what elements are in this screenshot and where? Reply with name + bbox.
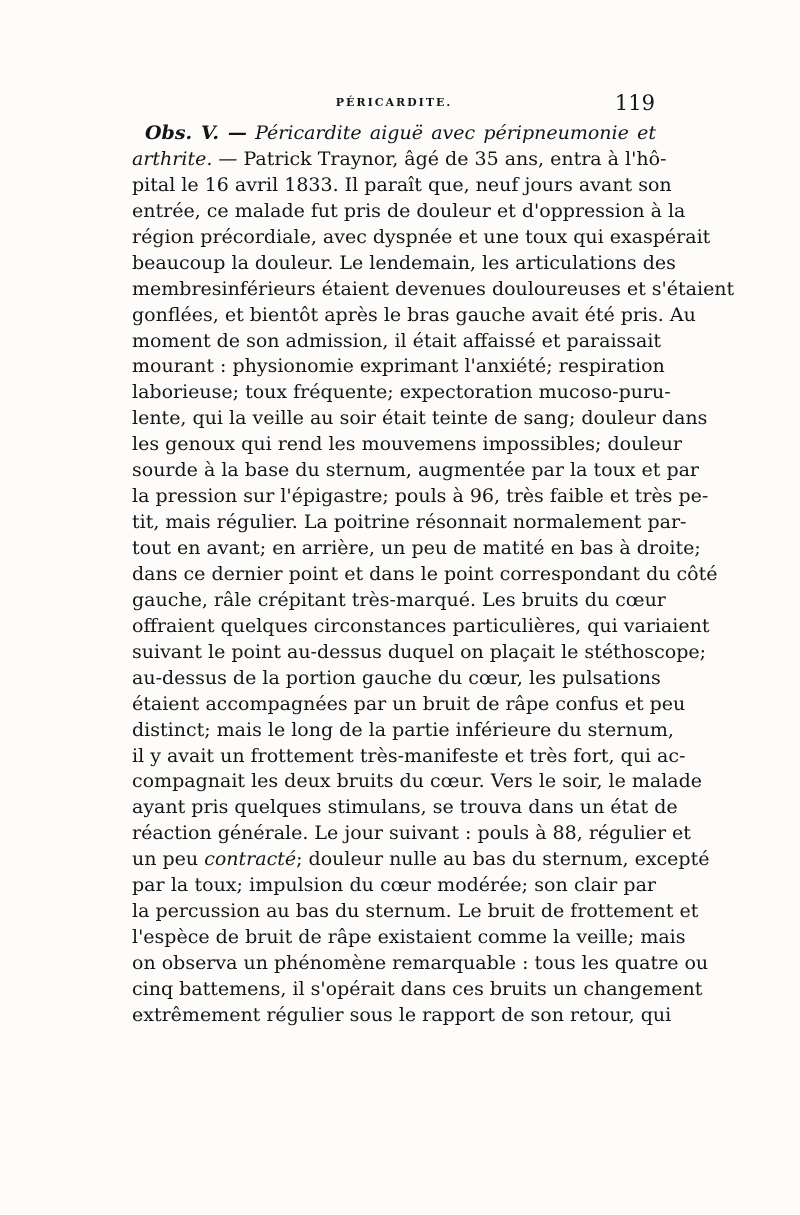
observation-number: Obs. V. — <box>145 122 247 144</box>
text-line: la percussion au bas du sternum. Le bruit de frottement et <box>132 900 699 923</box>
text-line: cinq battemens, il s'opérait dans ces bruits un changement <box>132 977 703 1000</box>
text-line: l'espèce de bruit de râpe existaient comme la veille; mais <box>132 926 686 949</box>
text-line: on observa un phénomène remarquable : tous les quatre ou <box>132 952 709 974</box>
text-line: suivant le point au-dessus duquel on plaçait le stéthoscope; <box>132 640 707 663</box>
text-line: région précordiale, avec dyspnée et une toux qui exaspérait <box>132 225 711 248</box>
text-line: beaucoup la douleur. Le lendemain, les articulations des <box>132 251 676 274</box>
text-run: ; douleur nulle au bas du sternum, excepté <box>296 848 710 871</box>
observation-title: Péricardite aiguë avec péripneumonie et <box>255 122 656 144</box>
text-line <box>132 121 656 147</box>
text-line: gonflées, et bientôt après le bras gauche avait été pris. Au <box>132 303 696 326</box>
observation-title-end: arthrite. <box>132 147 213 170</box>
text-line: extrêmement régulier sous le rapport de son retour, qui <box>132 1003 672 1026</box>
text-line: gauche, râle crépitant très-marqué. Les bruits du cœur <box>132 588 666 611</box>
text-line: les genoux qui rend les mouvemens impossibles; douleur <box>132 433 682 456</box>
text-line: étaient accompagnées par un bruit de râpe confus et peu <box>132 692 686 715</box>
running-title: PÉRICARDITE. <box>335 96 453 109</box>
text-line: réaction générale. Le jour suivant : pouls à 88, régulier et <box>132 822 691 845</box>
text-line: entrée, ce malade fut pris de douleur et d'oppression à la <box>132 199 686 222</box>
text-line: mourant : physionomie exprimant l'anxiété; respiration <box>132 355 665 378</box>
running-head <box>133 91 655 118</box>
text-run: — Patrick Traynor, âgé de 35 ans, entra à l'hô- <box>218 147 667 170</box>
text-run: un peu <box>132 848 199 871</box>
text-line: membresinférieurs étaient devenues douloureuses et s'étaient <box>132 277 735 300</box>
text-line: au-dessus de la portion gauche du cœur, les pulsations <box>132 666 661 689</box>
text-line: pital le 16 avril 1833. Il paraît que, neuf jours avant son <box>132 173 672 196</box>
text-line: moment de son admission, il était affaissé et paraissait <box>132 329 662 352</box>
text-line: tit, mais régulier. La poitrine résonnait normalement par- <box>132 511 687 534</box>
text-line: il y avait un frottement très-manifeste et très fort, qui ac- <box>132 744 686 767</box>
emphasized-word: contracté <box>204 848 297 871</box>
text-line <box>132 847 710 873</box>
text-line: sourde à la base du sternum, augmentée par la toux et par <box>132 459 700 482</box>
observation-text <box>132 121 735 1029</box>
text-line: tout en avant; en arrière, un peu de matité en bas à droite; <box>132 537 701 559</box>
text-line: dans ce dernier point et dans le point correspondant du côté <box>132 562 718 585</box>
text-line: par la toux; impulsion du cœur modérée; son clair par <box>132 874 656 897</box>
text-line: laborieuse; toux fréquente; expectoration mucoso-puru- <box>132 381 671 404</box>
text-line <box>132 147 667 173</box>
text-line: la pression sur l'épigastre; pouls à 96, très faible et très pe- <box>132 485 709 508</box>
text-line: compagnait les deux bruits du cœur. Vers le soir, le malade <box>132 770 703 793</box>
text-line: offraient quelques circonstances particulières, qui variaient <box>132 614 710 637</box>
page-number: 119 <box>614 91 655 115</box>
text-line: lente, qui la veille au soir était teinte de sang; douleur dans <box>132 407 708 430</box>
text-line: distinct; mais le long de la partie inférieure du sternum, <box>132 718 674 741</box>
text-line: ayant pris quelques stimulans, se trouva dans un état de <box>132 796 678 819</box>
